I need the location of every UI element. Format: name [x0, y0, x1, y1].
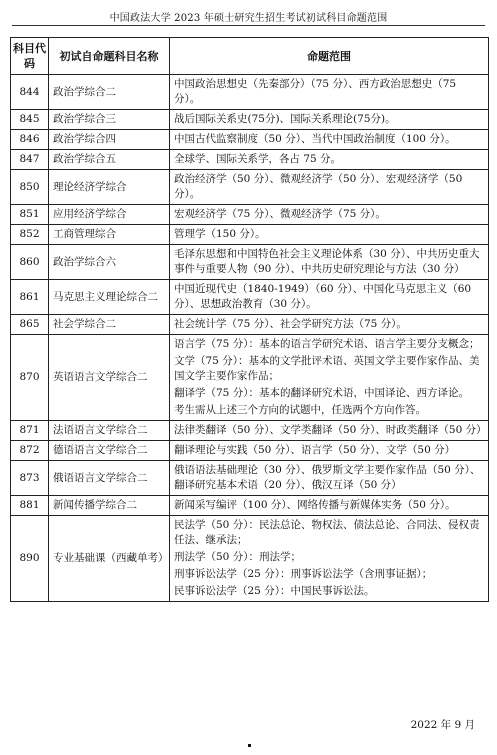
exam-scope	[170, 205, 489, 225]
subject-code: 873	[11, 461, 49, 496]
column-header-name: 初试自命题科目名称	[49, 38, 170, 75]
subject-name: 马克思主义理论综合二	[49, 280, 170, 315]
exam-scope	[170, 110, 489, 130]
scope-line: 中国古代监察制度（50 分）、当代中国政治制度（100 分）。	[174, 133, 456, 145]
subject-name: 英语语言文学综合二	[49, 335, 170, 421]
table-header-row	[11, 38, 489, 75]
subject-code: 846	[11, 130, 49, 150]
subject-code: 871	[11, 421, 49, 441]
subject-name: 理论经济学综合	[49, 170, 170, 205]
subject-code: 865	[11, 315, 49, 335]
scope-line: 管理学（150 分）。	[174, 228, 266, 240]
scope-line: 俄语语法基础理论（30 分）、俄罗斯文学主要作家作品（50 分）、翻译研究基本术语（20 分）、俄汉互译（50 分）	[174, 464, 481, 491]
exam-scope	[170, 280, 489, 315]
subject-code: 881	[11, 496, 49, 516]
subject-name: 新闻传播学综合二	[49, 496, 170, 516]
exam-scope	[170, 335, 489, 421]
publication-date: 2022 年 9 月	[410, 719, 475, 731]
table-body	[11, 75, 489, 602]
scope-line: 文学（75 分）：基本的文学批评术语、英国文学主要作家作品、美国文学主要作家作品；	[174, 355, 480, 382]
subject-name: 工商管理综合	[49, 225, 170, 245]
subject-code: 845	[11, 110, 49, 130]
table-row	[11, 496, 489, 516]
table-row	[11, 225, 489, 245]
subject-name: 政治学综合五	[49, 150, 170, 170]
subject-name: 政治学综合六	[49, 245, 170, 280]
table-row	[11, 75, 489, 110]
page-mark	[248, 744, 251, 747]
table-row	[11, 205, 489, 225]
page-header	[0, 9, 497, 24]
table-row	[11, 150, 489, 170]
subject-name: 专业基础课（西藏单考）	[49, 516, 170, 602]
table-row	[11, 130, 489, 150]
exam-scope	[170, 130, 489, 150]
subject-code: 851	[11, 205, 49, 225]
subject-name: 政治学综合四	[49, 130, 170, 150]
subject-code: 860	[11, 245, 49, 280]
exam-scope	[170, 75, 489, 110]
table-row	[11, 245, 489, 280]
subject-code: 890	[11, 516, 49, 602]
scope-line: 战后国际关系史(75分)、国际关系理论(75分)。	[174, 113, 396, 125]
scope-line: 考生需从上述三个方向的试题中，任选两个方向作答。	[174, 404, 426, 416]
exam-subjects-table	[10, 37, 489, 602]
subject-code: 847	[11, 150, 49, 170]
table-row	[11, 516, 489, 602]
scope-line: 全球学、国际关系学，各占 75 分。	[174, 153, 342, 165]
exam-scope	[170, 421, 489, 441]
subject-name: 社会学综合二	[49, 315, 170, 335]
scope-line: 中国政治思想史（先秦部分）（75 分）、西方政治思想史（75 分）。	[174, 78, 457, 105]
scope-line: 社会统计学（75 分）、社会学研究方法（75 分）。	[174, 318, 407, 330]
scope-line: 新闻采写编评（100 分）、网络传播与新媒体实务（50 分）。	[174, 499, 456, 511]
subject-code: 850	[11, 170, 49, 205]
subject-name: 应用经济学综合	[49, 205, 170, 225]
subject-name: 德语语言文学综合二	[49, 441, 170, 461]
table-row	[11, 280, 489, 315]
exam-scope	[170, 441, 489, 461]
subject-name: 政治学综合二	[49, 75, 170, 110]
exam-scope	[170, 150, 489, 170]
page-title: 中国政法大学 2023 年硕士研究生招生考试初试科目命题范围	[109, 13, 388, 24]
table-row	[11, 421, 489, 441]
table-row	[11, 441, 489, 461]
table-row	[11, 170, 489, 205]
scope-line: 中国近现代史（1840-1949）（60 分）、中国化马克思主义（60 分）、思想政治教育（30 分）。	[174, 283, 472, 310]
scope-line: 翻译学（75 分）：基本的翻译研究术语，中国译论、西方译论。	[174, 387, 469, 399]
header-rule	[12, 25, 485, 26]
exam-scope	[170, 461, 489, 496]
column-header-scope: 命题范围	[170, 38, 489, 75]
scope-line: 毛泽东思想和中国特色社会主义理论体系（30 分）、中共历史重大事件与重要人物（90 分）、中共历史研究理论与方法（30 分）	[174, 248, 480, 275]
scope-line: 宏观经济学（75 分）、微观经济学（75 分）。	[174, 208, 386, 220]
scope-line: 民法学（50 分）：民法总论、物权法、债法总论、合同法、侵权责任法、继承法；	[174, 519, 480, 546]
exam-scope	[170, 496, 489, 516]
subject-name: 俄语语言文学综合二	[49, 461, 170, 496]
exam-scope	[170, 516, 489, 602]
subject-name: 法语语言文学综合二	[49, 421, 170, 441]
subject-name: 政治学综合三	[49, 110, 170, 130]
column-header-code: 科目代码	[11, 38, 49, 75]
scope-line: 刑法学（50 分）：刑法学；	[174, 551, 301, 563]
scope-line: 民事诉讼法学（25 分）：中国民事诉讼法。	[174, 585, 375, 597]
subject-code: 844	[11, 75, 49, 110]
subject-code: 852	[11, 225, 49, 245]
subject-code: 872	[11, 441, 49, 461]
subject-code: 870	[11, 335, 49, 421]
table-row	[11, 461, 489, 496]
exam-scope	[170, 170, 489, 205]
scope-line: 翻译理论与实践（50 分）、语言学（50 分）、文学（50 分）	[174, 444, 456, 456]
exam-scope	[170, 315, 489, 335]
scope-line: 政治经济学（50 分）、微观经济学（50 分）、宏观经济学（50 分）。	[174, 173, 463, 200]
exam-scope	[170, 225, 489, 245]
table-row	[11, 315, 489, 335]
scope-line: 语言学（75 分）：基本的语言学研究术语、语言学主要分支概念；	[174, 338, 480, 350]
subject-code: 861	[11, 280, 49, 315]
scope-line: 法律类翻译（50 分）、文学类翻译（50 分）、时政类翻译（50 分）	[174, 424, 487, 436]
scope-line: 刑事诉讼法学（25 分）：刑事诉讼法学（含刑事证据）；	[174, 568, 433, 580]
table-row	[11, 110, 489, 130]
table-row	[11, 335, 489, 421]
exam-scope	[170, 245, 489, 280]
